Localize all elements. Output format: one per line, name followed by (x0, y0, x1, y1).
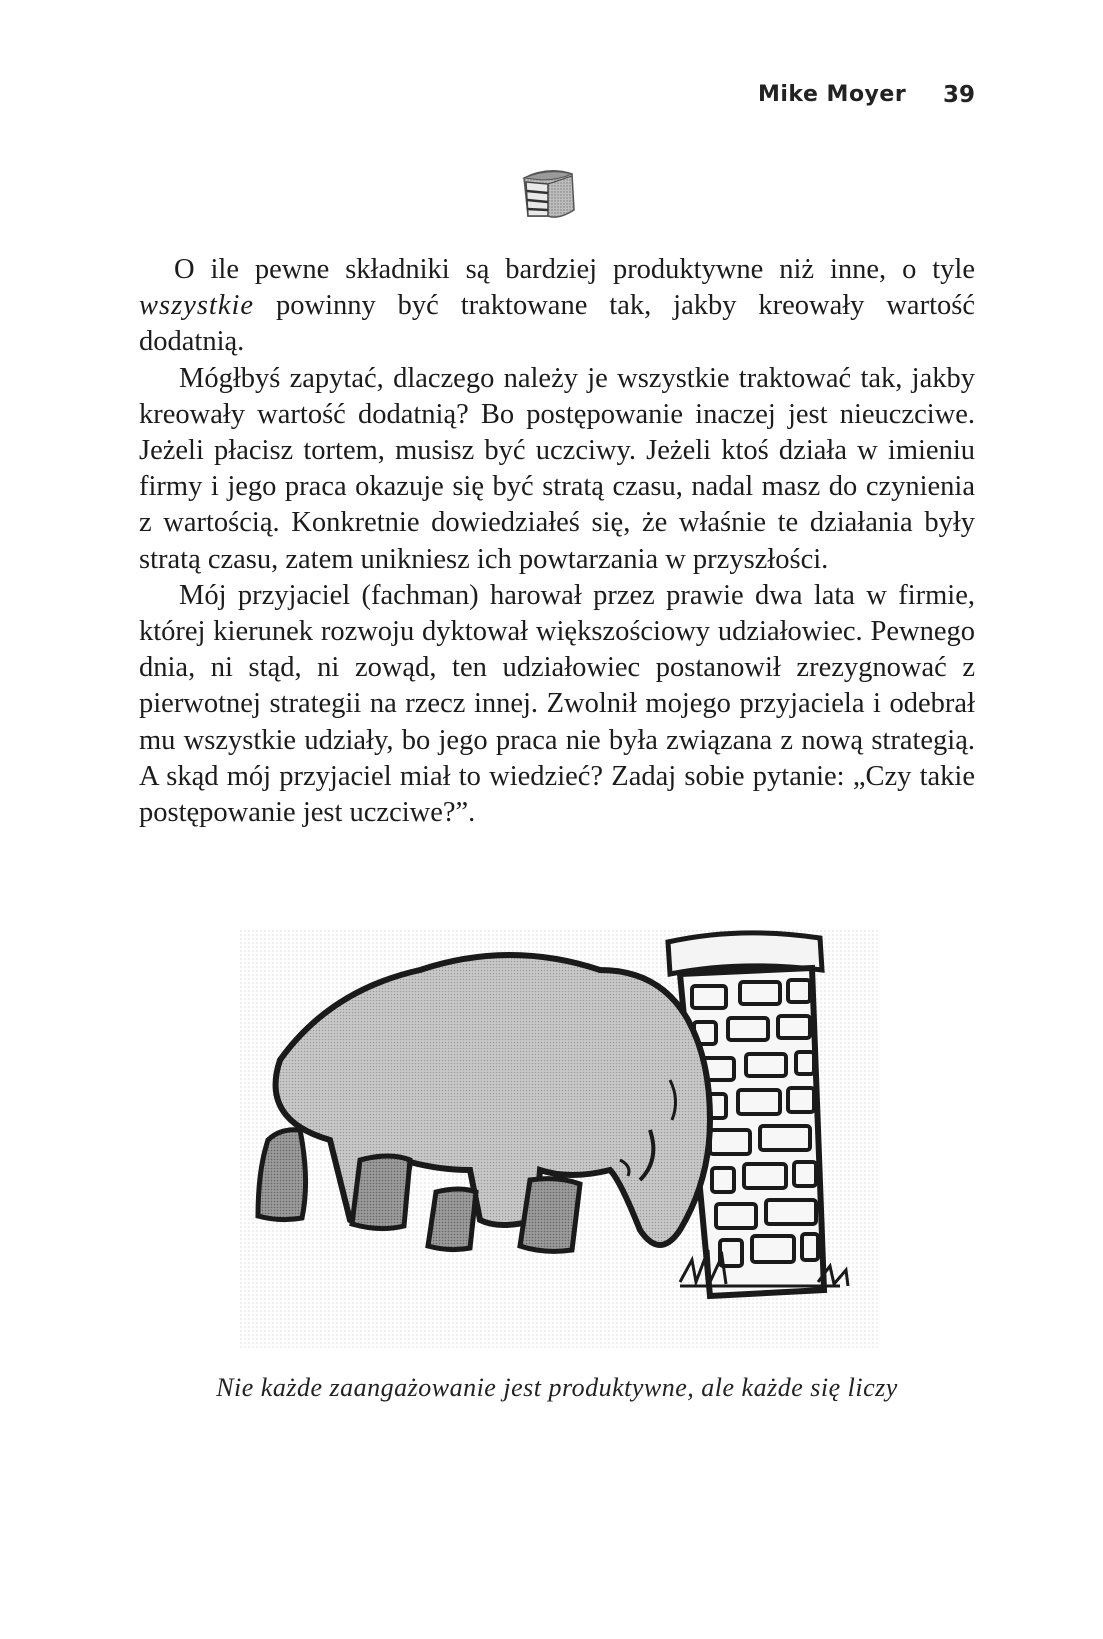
running-header-author: Mike Moyer (758, 82, 907, 107)
paragraph: Mógłbyś zapytać, dlaczego należy je wszystkie traktować tak, jakby kreowały wartość dodatnią? Bo postępowanie inaczej jest nieuczciwe. Jeżeli płacisz tortem, musisz być uczciwy. Jeżeli ktoś działa w imieniu firmy i jego praca okazuje się być stratą czasu, nadal masz do czynienia z wartością. Konkretnie dowiedziałeś się, że właśnie te działania były stratą czasu, zatem unikniesz ich powtarzania w przyszłości. (139, 362, 975, 575)
paragraph-text: O ile pewne składniki są bardziej produktywne niż inne, o tyle (174, 254, 975, 285)
paragraph: Mój przyjaciel (fachman) harował przez prawie dwa lata w firmie, której kierunek rozwoju dyktował większościowy udziałowiec. Pewnego dnia, ni stąd, ni zowąd, ten udziałowiec postanowił zrezygnować z pierwotnej strategii na rzecz innej. Zwolnił mojego przyjaciela i odebrał mu wszystkie udziały, bo jego praca nie była związana z nową strategią. A skąd mój przyjaciel miał to wiedzieć? Zadaj sobie pytanie: „Czy takie postępowanie jest uczciwe?”. (139, 579, 975, 829)
hippo-pushing-brick-chimney-illustration (240, 930, 880, 1350)
running-header (700, 82, 975, 116)
cake-slice-icon (518, 164, 586, 226)
body-text (139, 252, 975, 831)
paragraph (139, 252, 975, 361)
paragraph-text: powinny być traktowane tak, jakby kreowały wartość dodatnią. (139, 290, 975, 358)
figure-caption: Nie każde zaangażowanie jest produktywne, ale każde się liczy (216, 1373, 898, 1402)
page-number: 39 (942, 82, 975, 108)
emphasized-word: wszystkie (139, 290, 255, 322)
